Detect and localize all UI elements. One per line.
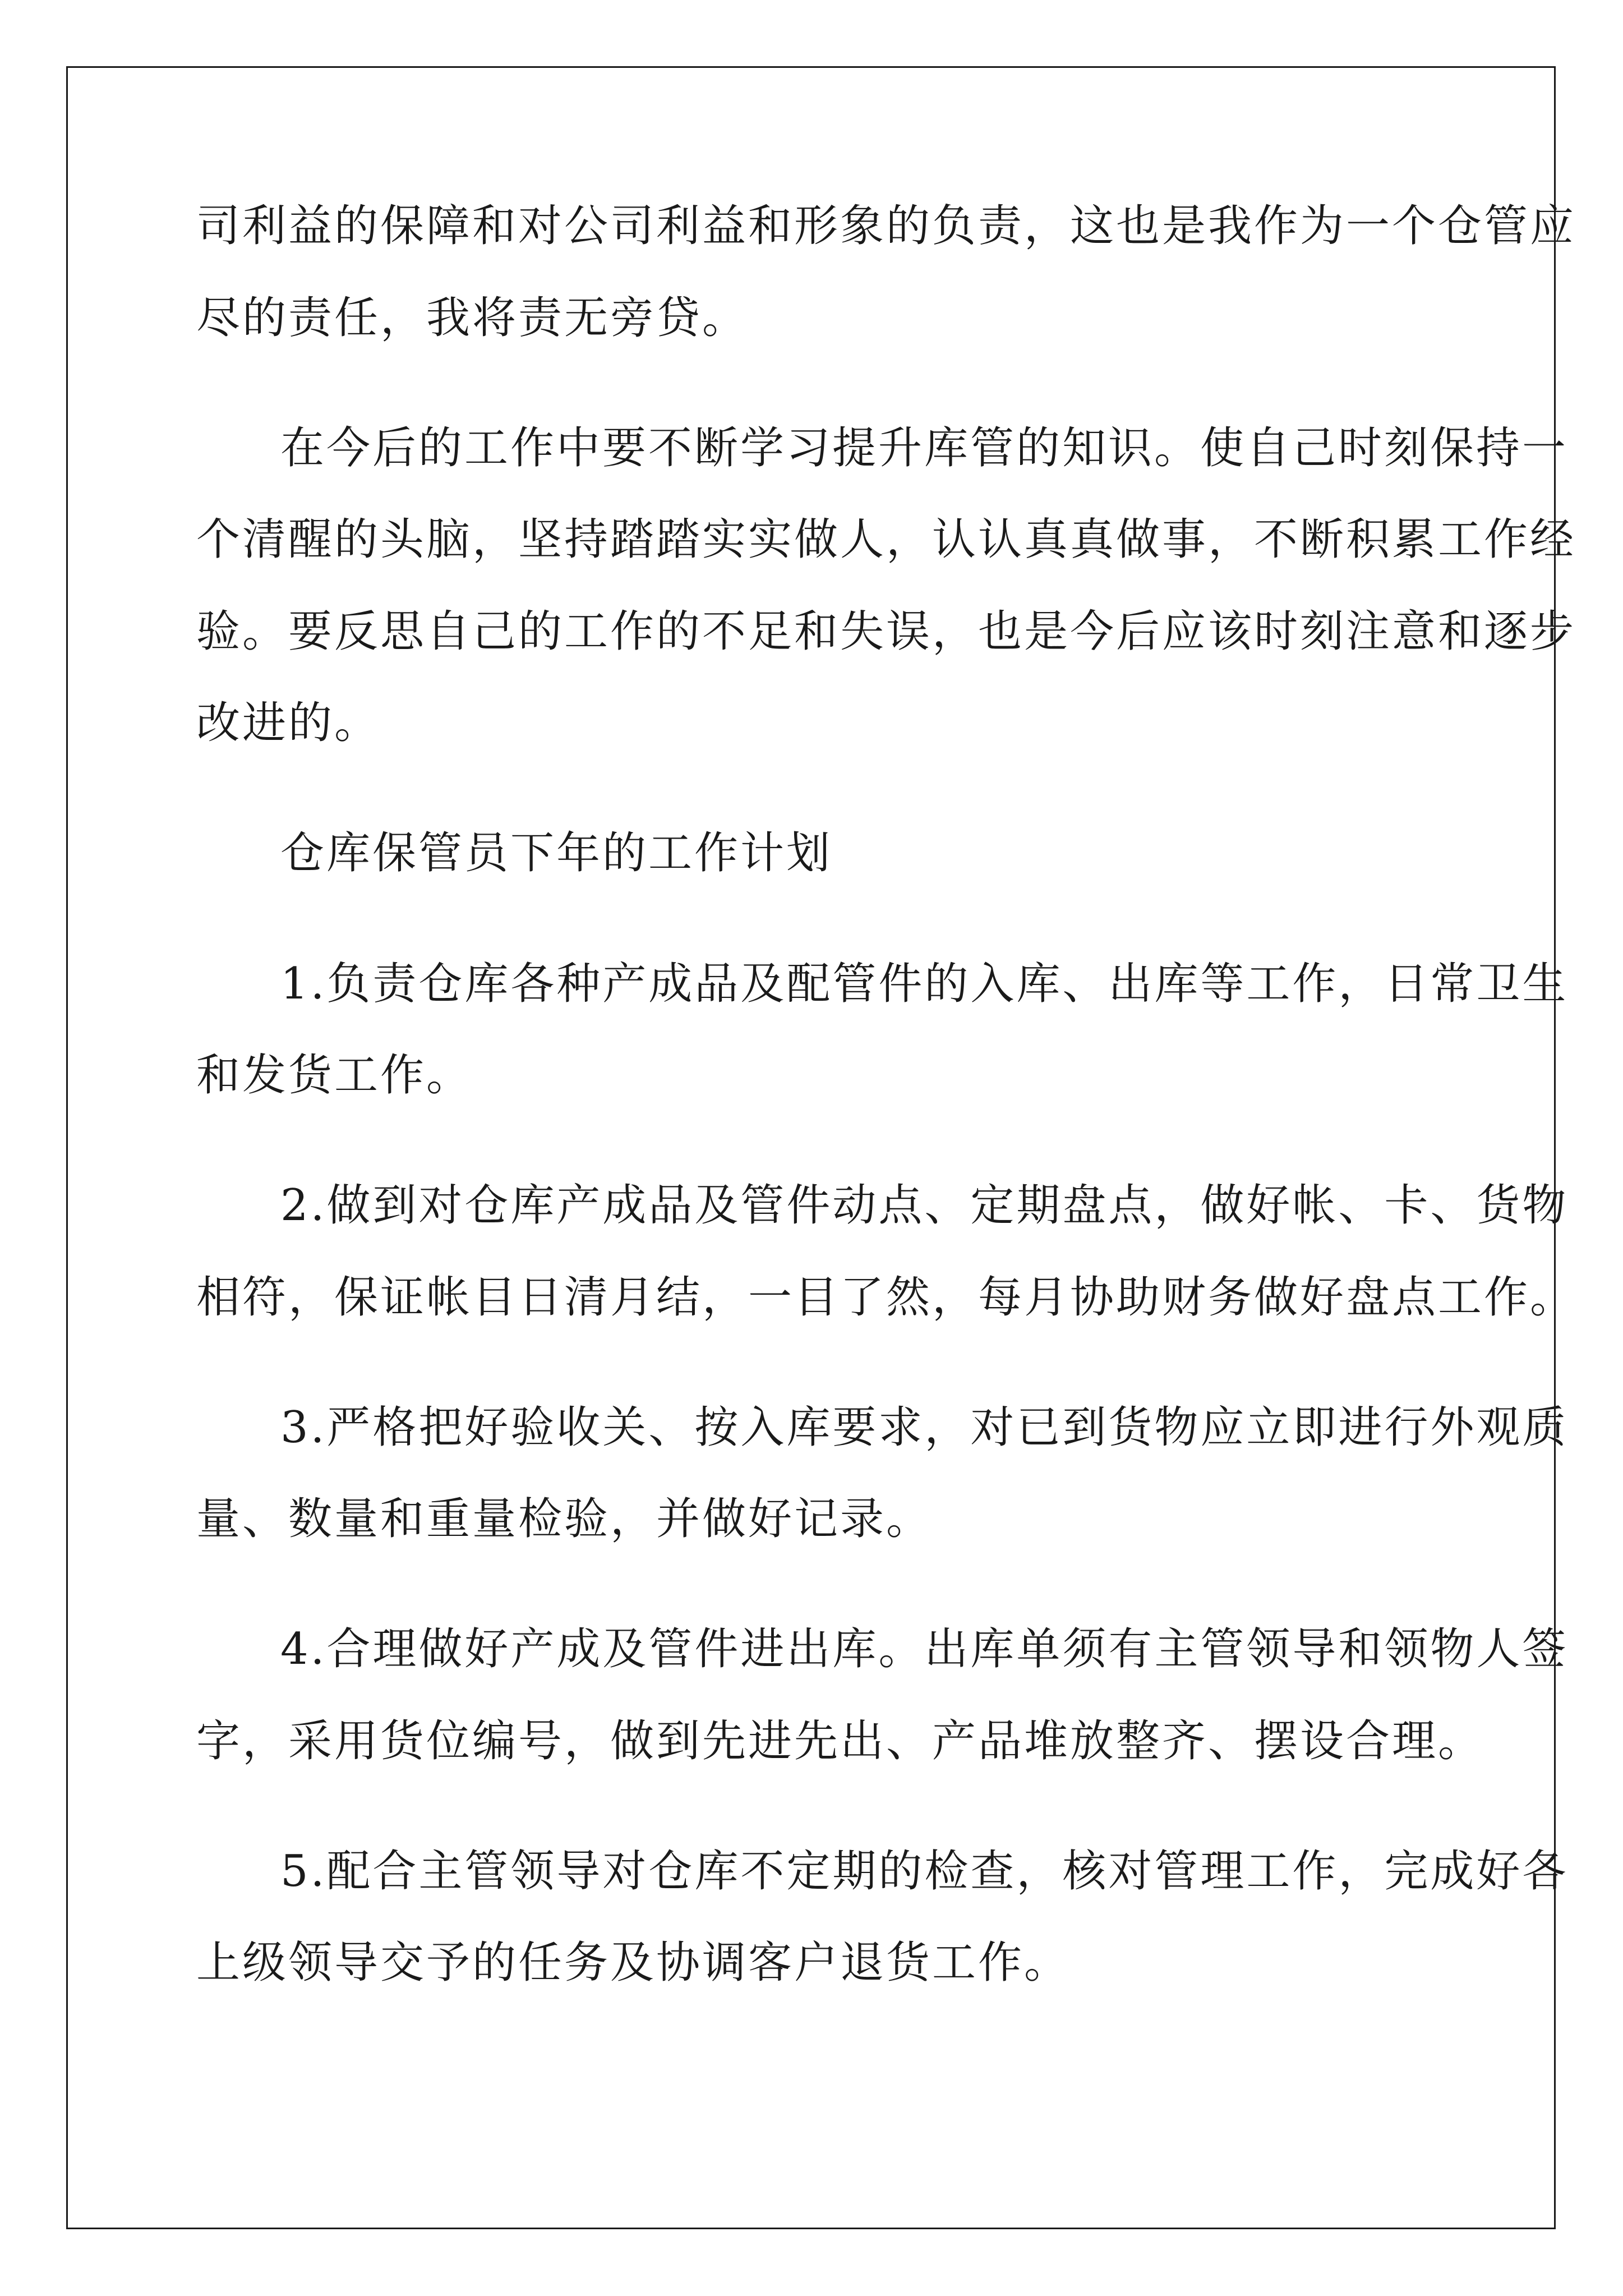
text-line: 上级领导交予的任务及协调客户退货工作。	[196, 1938, 1071, 1988]
text-line: 个清醒的头脑，坚持踏踏实实做人，认认真真做事，不断积累工作经	[196, 514, 1576, 565]
text-line: 量、数量和重量检验，并做好记录。	[196, 1494, 933, 1544]
text-line: 司利益的保障和对公司利益和形象的负责，这也是我作为一个仓管应	[196, 201, 1576, 251]
text-line: 3.严格把好验收关、按入库要求，对已到货物应立即进行外观质	[280, 1402, 1569, 1453]
text-line: 字，采用货位编号，做到先进先出、产品堆放整齐、摆设合理。	[196, 1716, 1484, 1766]
text-line: 和发货工作。	[196, 1050, 473, 1101]
text-line: 1.负责仓库各种产成品及配管件的入库、出库等工作，日常卫生	[280, 959, 1569, 1009]
text-line: 改进的。	[196, 698, 381, 748]
text-line: 尽的责任，我将责无旁贷。	[196, 293, 749, 343]
text-line: 2.做到对仓库产成品及管件动点、定期盘点，做好帐、卡、货物	[280, 1180, 1569, 1231]
section-heading: 仓库保管员下年的工作计划	[280, 828, 833, 878]
text-line: 5.配合主管领导对仓库不定期的检查，核对管理工作，完成好各	[280, 1846, 1569, 1897]
text-line: 4.合理做好产成及管件进出库。出库单须有主管领导和领物人签	[280, 1624, 1569, 1674]
text-line: 验。要反思自己的工作的不足和失误，也是今后应该时刻注意和逐步	[196, 606, 1576, 657]
text-line: 相符，保证帐目日清月结，一目了然，每月协助财务做好盘点工作。	[196, 1272, 1576, 1323]
text-line: 在今后的工作中要不断学习提升库管的知识。使自己时刻保持一	[280, 423, 1569, 473]
